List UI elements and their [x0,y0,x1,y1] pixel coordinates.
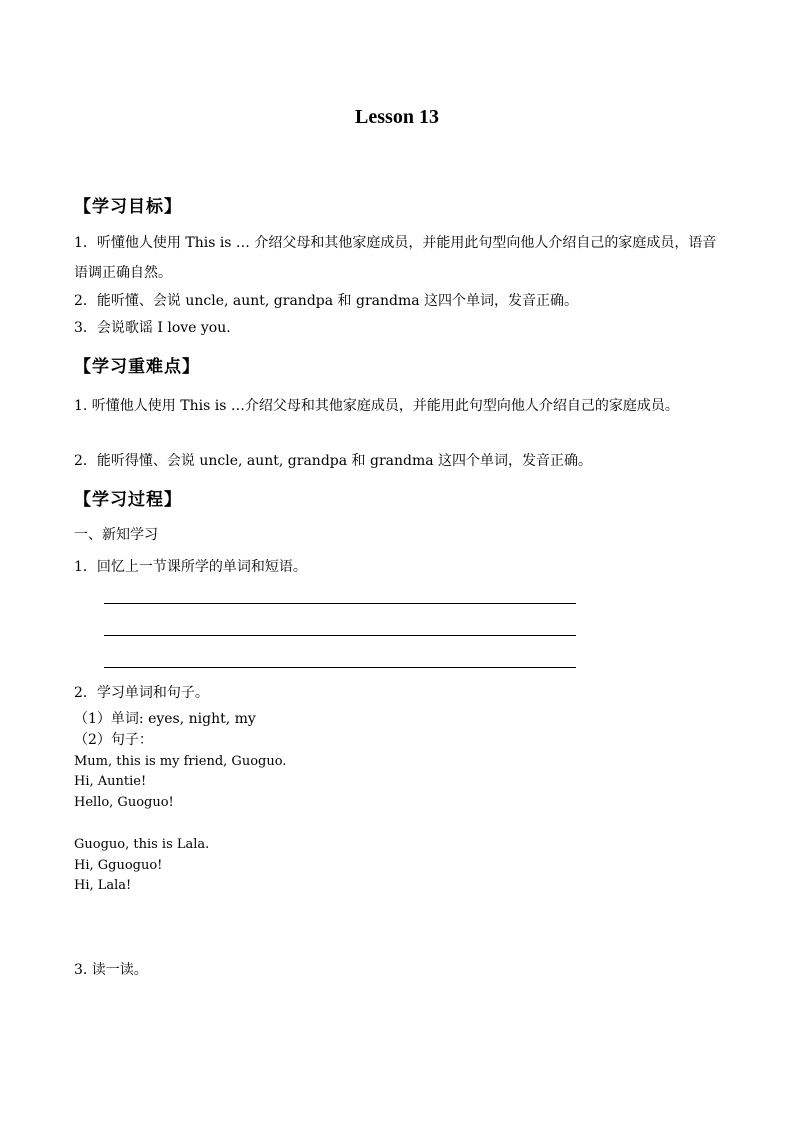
answer-line-2 [104,635,576,636]
step-3: 3. 读一读。 [74,962,148,978]
part-title: 一、新知学习 [74,527,158,543]
page-title: Lesson 13 [355,106,439,128]
sentences-label: （2）句子： [74,732,153,748]
step-1: 1．回忆上一节课所学的单词和短语。 [74,559,307,575]
answer-line-1 [104,603,576,604]
dialogue-2-line-2: Hi, Gguoguo! [74,858,163,873]
key-point-item-1: 1. 听懂他人使用 This is …介绍父母和其他家庭成员，并能用此句型向他人介绍自己的家庭成员。 [74,398,679,414]
dialogue-1-line-3: Hello, Guoguo! [74,795,174,810]
words-line: （1）单词: eyes, night, my [74,711,256,727]
objectives-heading: 【学习目标】 [74,197,182,217]
answer-line-3 [104,667,576,668]
key-point-item-2: 2．能听得懂、会说 uncle, aunt, grandpa 和 grandma 这四个单词，发音正确。 [74,453,593,469]
objective-item-2: 2．能听懂、会说 uncle, aunt, grandpa 和 grandma 这四个单词，发音正确。 [74,293,579,309]
objective-item-3: 3．会说歌谣 I love you. [74,320,231,336]
dialogue-2-line-1: Guoguo, this is Lala. [74,837,210,852]
objective-item-1: 1．听懂他人使用 This is … 介绍父母和其他家庭成员，并能用此句型向他人介绍自己的家庭成员，语音语调正确自然。 [74,235,717,281]
step-2: 2．学习单词和句子。 [74,685,209,701]
dialogue-1-line-1: Mum, this is my friend, Guoguo. [74,754,287,769]
dialogue-2-line-3: Hi, Lala! [74,878,132,893]
key-points-heading: 【学习重难点】 [74,357,200,377]
dialogue-1-line-2: Hi, Auntie! [74,774,147,789]
process-heading: 【学习过程】 [74,490,182,510]
